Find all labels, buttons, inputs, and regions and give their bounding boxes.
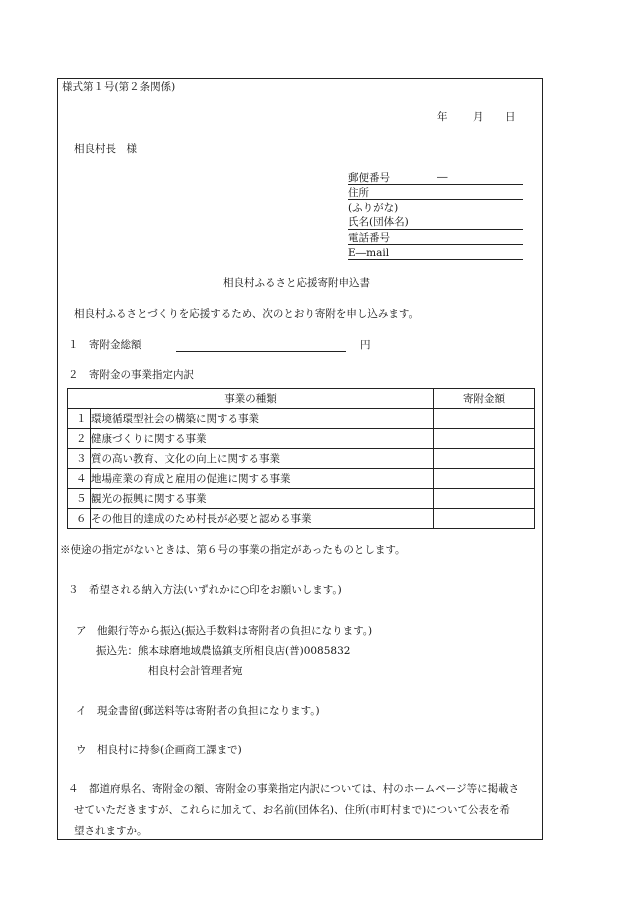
bank-destination: 振込先：熊本球磨地域農協鎮支所相良店(普)0085832 (96, 645, 351, 657)
row-text: 地場産業の育成と雇用の促進に関する事業 (91, 469, 434, 489)
email-field[interactable] (348, 259, 523, 260)
bank-payee: 相良村会計管理者宛 (148, 665, 243, 677)
email-label: E―mail (348, 247, 390, 259)
name-label: 氏名(団体名) (348, 216, 409, 228)
table-row (68, 489, 535, 509)
row-number: ２ (68, 429, 91, 449)
payment-option-i[interactable]: イ 現金書留(郵送料等は寄附者の負担になります。) (76, 705, 320, 717)
address-label: 住所 (348, 187, 369, 199)
section4-line1: ４ 都道府県名、寄附金の額、寄附金の事業指定内訳については、村のホームページ等に掲載さ (68, 783, 520, 795)
section4-line2: せていただきますが、これらに加えて、お名前(団体名)、住所(市町村まで)について公表を希 (74, 804, 510, 816)
table-row (68, 509, 535, 529)
postal-label: 郵便番号 (348, 172, 390, 184)
name-field[interactable] (348, 229, 523, 230)
row-amount-cell[interactable] (434, 509, 535, 529)
intro-text: 相良村ふるさとづくりを応援するため、次のとおり寄附を申し込みます。 (74, 308, 420, 320)
section1-unit: 円 (360, 339, 371, 351)
furigana-label: (ふりがな) (348, 202, 399, 214)
row-number: ３ (68, 449, 91, 469)
table-row (68, 429, 535, 449)
payment-option-u[interactable]: ウ 相良村に持参(企画商工課まで) (76, 744, 242, 756)
date-month-label: 月 (473, 111, 484, 123)
row-amount-cell[interactable] (434, 429, 535, 449)
header-type: 事業の種類 (68, 389, 434, 409)
section2-note: ※使途の指定がないときは、第６号の事業の指定があったものとします。 (60, 544, 406, 556)
row-amount-cell[interactable] (434, 469, 535, 489)
postal-dash: ― (437, 171, 448, 183)
total-amount-field[interactable] (176, 351, 346, 352)
table-row (68, 449, 535, 469)
date-day-label: 日 (505, 111, 516, 123)
purpose-table (67, 388, 535, 529)
table-row (68, 469, 535, 489)
row-text: 環境循環型社会の構築に関する事業 (91, 409, 434, 429)
phone-label: 電話番号 (348, 232, 390, 244)
row-number: ６ (68, 509, 91, 529)
postal-field[interactable] (348, 184, 523, 185)
row-text: 観光の振興に関する事業 (91, 489, 434, 509)
row-text: その他目的達成のため村長が必要と認める事業 (91, 509, 434, 529)
section1-label: １ 寄附金総額 (68, 339, 142, 351)
row-text: 健康づくりに関する事業 (91, 429, 434, 449)
date-year-label: 年 (437, 111, 448, 123)
row-amount-cell[interactable] (434, 409, 535, 429)
payment-option-a[interactable]: ア 他銀行等から振込(振込手数料は寄附者の負担になります。) (76, 625, 373, 637)
header-amount: 寄附金額 (434, 389, 535, 409)
section4-line3: 望されますか。 (74, 825, 148, 837)
row-text: 質の高い教育、文化の向上に関する事業 (91, 449, 434, 469)
section3-label: ３ 希望される納入方法(いずれかに○印をお願いします。) (68, 584, 342, 596)
addressee: 相良村長 様 (74, 143, 137, 155)
row-number: ５ (68, 489, 91, 509)
section2-label: ２ 寄附金の事業指定内訳 (68, 369, 194, 381)
table-row (68, 409, 535, 429)
row-number: １ (68, 409, 91, 429)
row-number: ４ (68, 469, 91, 489)
row-amount-cell[interactable] (434, 449, 535, 469)
table-header-row (68, 389, 535, 409)
form-number: 様式第１号(第２条関係) (62, 81, 176, 93)
row-amount-cell[interactable] (434, 489, 535, 509)
address-field[interactable] (348, 199, 523, 200)
phone-field[interactable] (348, 244, 523, 245)
form-title: 相良村ふるさと応援寄附申込書 (223, 277, 370, 289)
